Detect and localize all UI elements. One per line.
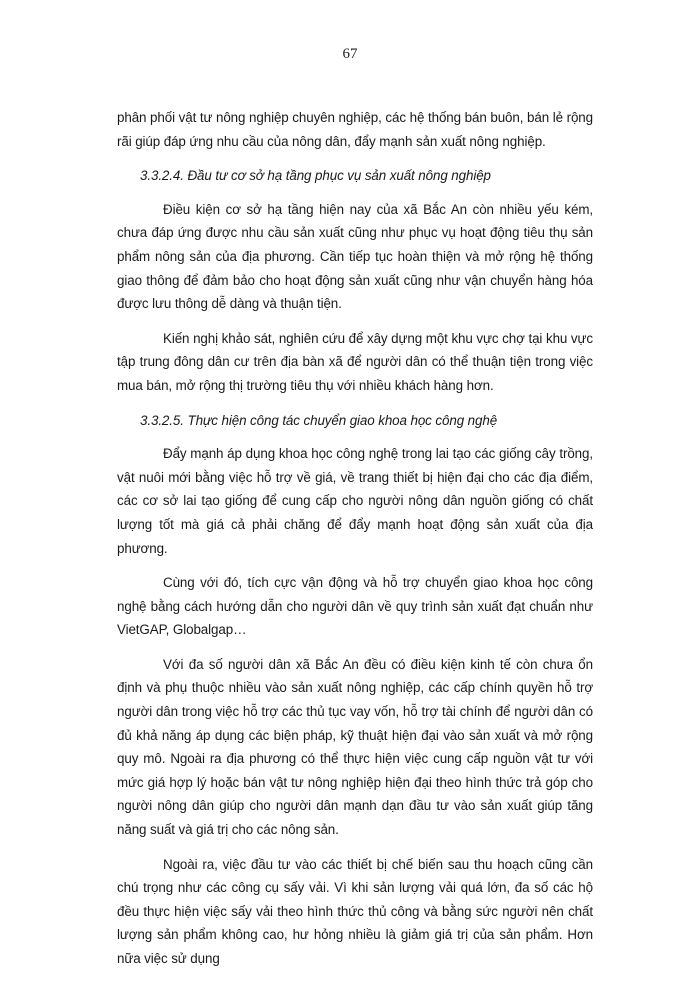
paragraph-post-harvest: Ngoài ra, việc đầu tư vào các thiết bị chế biến sau thu hoạch cũng cần chú trọng như các công cụ sấy vải. Vì khi sản lượng vải quá lớn, đa số các hộ đều thực hiện việc sấy vải theo hình thức thủ công và bằng sức người nên chất lượng sản phẩm không cao, hư hỏng nhiều là giảm giá trị của sản phẩm. Hơn nữa việc sử dụng — [117, 856, 593, 966]
page-number: 67 — [342, 46, 358, 62]
paragraph-market-proposal: Kiến nghị khảo sát, nghiên cứu để xây dựng một khu vực chợ tại khu vực tập trung đông dân cư trên địa bàn xã để người dân có thể thuận tiện trong việc mua bán, mở rộng thị trường tiêu thụ với nhiều khách hàng hơn. — [117, 330, 593, 393]
paragraph-financial-support: Với đa số người dân xã Bắc An đều có điều kiện kinh tế còn chưa ổn định và phụ thuộc nhiều vào sản xuất nông nghiệp, các cấp chính quyền hỗ trợ người dân trong việc hỗ trợ các thủ tục vay vốn, hỗ trợ tài chính để người dân có đủ khả năng áp dụng các biện pháp, kỹ thuật hiện đại vào sản xuất và mở rộng quy mô. Ngoài ra địa phương có thể thực hiện việc cung cấp nguồn vật tư với mức giá hợp lý hoặc bán vật tư nông nghiệp hiện đại theo hình thức trả góp cho người nông dân giúp cho người dân mạnh dạn đầu tư vào sản xuất giúp tăng năng suất và giá trị cho các nông sản. — [117, 656, 593, 838]
section-heading-3-3-2-4: 3.3.2.4. Đầu tư cơ sở hạ tầng phục vụ sản xuất nông nghiệp — [140, 168, 491, 184]
paragraph-breeding-technology: Đẩy mạnh áp dụng khoa học công nghệ trong lai tạo các giống cây trồng, vật nuôi mới bằng việc hỗ trợ về giá, về trang thiết bị hiện đại cho các địa điểm, các cơ sở lai tạo giống để cung cấp cho người nông dân nguồn giống có chất lượng tốt mà giá cả phải chăng để đẩy mạnh hoạt động sản xuất của địa phương. — [117, 446, 593, 556]
paragraph-continuation: phân phối vật tư nông nghiệp chuyên nghiệp, các hệ thống bán buôn, bán lẻ rộng rãi giúp đáp ứng nhu cầu của nông dân, đẩy mạnh sản xuất nông nghiệp. — [117, 110, 593, 149]
section-heading-3-3-2-5: 3.3.2.5. Thực hiện công tác chuyển giao khoa học công nghệ — [140, 412, 498, 428]
paragraph-technology-transfer: Cùng với đó, tích cực vận động và hỗ trợ chuyển giao khoa học công nghệ bằng cách hướng dẫn cho người dân về quy trình sản xuất đạt chuẩn như VietGAP, Globalgap… — [117, 575, 593, 638]
paragraph-infrastructure: Điều kiện cơ sở hạ tầng hiện nay của xã Bắc An còn nhiều yếu kém, chưa đáp ứng được nhu cầu sản xuất cũng như phục vụ hoạt động tiêu thụ sản phẩm nông sản của địa phương. Cần tiếp tục hoàn thiện và mở rộng hệ thống giao thông để đảm bảo cho hoạt động sản xuất cũng như vận chuyển hàng hóa được lưu thông dễ dàng và thuận tiện. — [117, 201, 593, 312]
page-body — [117, 106, 593, 982]
